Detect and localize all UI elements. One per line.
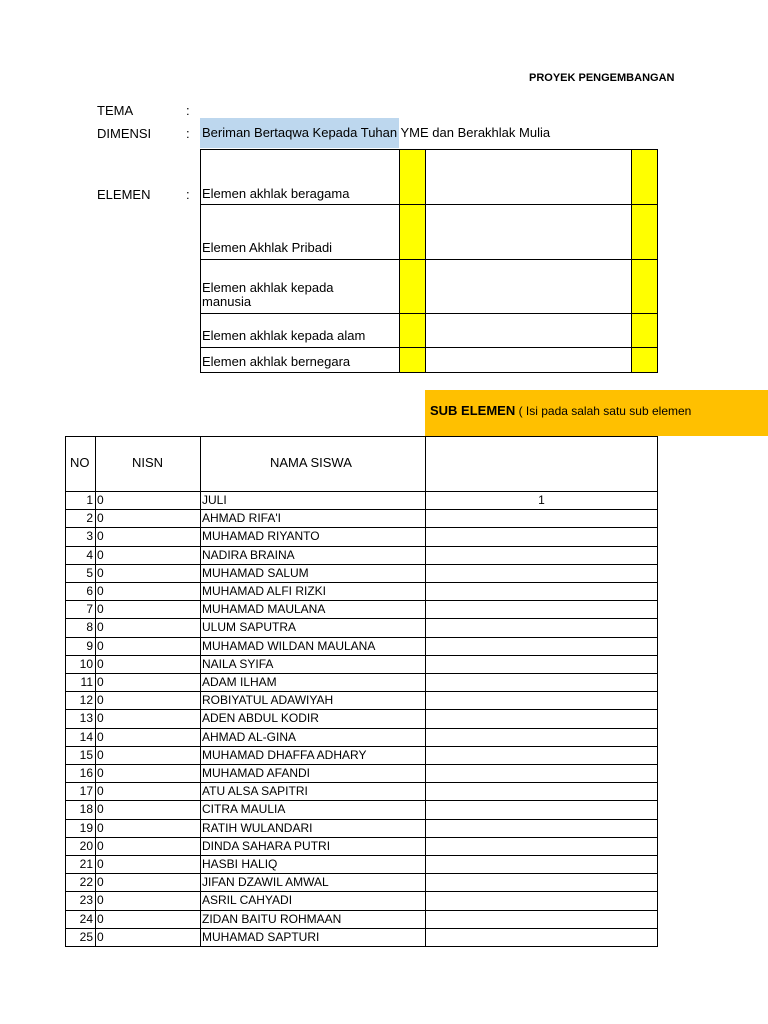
- element-check-cell[interactable]: [631, 313, 658, 348]
- element-label: Elemen akhlak bernegara: [202, 354, 351, 369]
- row-no: 13: [79, 711, 93, 725]
- row-nisn: 0: [97, 657, 104, 671]
- row-nisn: 0: [97, 748, 104, 762]
- row-nama: MUHAMAD MAULANA: [202, 602, 326, 616]
- row-nisn: 0: [97, 893, 104, 907]
- row-value-cell[interactable]: [425, 891, 658, 911]
- row-value-cell[interactable]: [425, 764, 658, 783]
- row-nama: AHMAD AL-GINA: [202, 730, 297, 744]
- element-label: Elemen akhlak kepada manusia: [202, 280, 334, 309]
- row-nama: NAILA SYIFA: [202, 657, 274, 671]
- row-value-cell[interactable]: [425, 800, 658, 820]
- row-nama: ADAM ILHAM: [202, 675, 277, 689]
- element-label: Elemen akhlak beragama: [202, 186, 350, 201]
- row-nisn-cell[interactable]: [95, 873, 201, 892]
- tema-colon: :: [186, 103, 190, 118]
- row-value-cell[interactable]: [425, 509, 658, 528]
- row-nama: MUHAMAD SALUM: [202, 566, 309, 580]
- header-no: NO: [70, 455, 90, 470]
- row-value-cell[interactable]: [425, 655, 658, 674]
- row-nisn-cell[interactable]: [95, 891, 201, 911]
- row-value-cell[interactable]: [425, 928, 658, 947]
- row-nisn: 0: [97, 857, 104, 871]
- row-value-cell[interactable]: [425, 673, 658, 692]
- row-nisn: 0: [97, 912, 104, 926]
- row-nama-cell[interactable]: [200, 491, 426, 510]
- row-nisn: 0: [97, 620, 104, 634]
- row-nisn-cell[interactable]: [95, 855, 201, 874]
- row-nisn-cell[interactable]: [95, 582, 201, 601]
- element-check-cell[interactable]: [399, 347, 426, 373]
- row-no: 1: [86, 493, 93, 507]
- row-value-cell[interactable]: [425, 582, 658, 601]
- row-nisn: 0: [97, 875, 104, 889]
- row-nisn: 0: [97, 675, 104, 689]
- element-check-cell[interactable]: [631, 149, 658, 205]
- row-nama: CITRA MAULIA: [202, 802, 286, 816]
- row-value-cell[interactable]: [425, 546, 658, 565]
- row-value-cell[interactable]: [425, 910, 658, 929]
- row-nama: ULUM SAPUTRA: [202, 620, 297, 634]
- row-nama: MUHAMAD AFANDI: [202, 766, 311, 780]
- row-nisn-cell[interactable]: [95, 637, 201, 656]
- row-no: 4: [86, 548, 93, 562]
- row-nisn: 0: [97, 602, 104, 616]
- row-nisn: 0: [97, 639, 104, 653]
- row-no: 23: [79, 893, 93, 907]
- row-no: 2: [86, 511, 93, 525]
- row-nisn: 0: [97, 548, 104, 562]
- row-value-cell[interactable]: [425, 600, 658, 619]
- row-nisn-cell[interactable]: [95, 910, 201, 929]
- row-nama: MUHAMAD SAPTURI: [202, 930, 320, 944]
- element-check-cell[interactable]: [399, 313, 426, 348]
- row-no: 17: [79, 784, 93, 798]
- element-label: Elemen Akhlak Pribadi: [202, 240, 333, 255]
- element-check-cell[interactable]: [631, 347, 658, 373]
- row-nama: JULI: [202, 493, 227, 507]
- row-value-cell[interactable]: [425, 564, 658, 583]
- row-nisn-cell[interactable]: [95, 728, 201, 747]
- row-value-cell[interactable]: [425, 819, 658, 838]
- row-nisn-cell[interactable]: [95, 837, 201, 856]
- row-nisn: 0: [97, 821, 104, 835]
- sub-elemen-bold: SUB ELEMEN: [430, 403, 516, 418]
- row-no: 12: [79, 693, 93, 707]
- row-nisn-cell[interactable]: [95, 691, 201, 710]
- row-value-cell[interactable]: [425, 837, 658, 856]
- row-nisn: 0: [97, 584, 104, 598]
- row-value-cell[interactable]: [425, 618, 658, 638]
- row-nisn: 0: [97, 529, 104, 543]
- element-check-cell[interactable]: [631, 259, 658, 314]
- row-nisn: 0: [97, 784, 104, 798]
- row-no: 6: [86, 584, 93, 598]
- row-nama: ADEN ABDUL KODIR: [202, 711, 319, 725]
- row-nisn-cell[interactable]: [95, 564, 201, 583]
- row-nisn: 0: [97, 511, 104, 525]
- row-nama: AHMAD RIFA'I: [202, 511, 281, 525]
- row-value-cell[interactable]: [425, 637, 658, 656]
- row-nisn-cell[interactable]: [95, 800, 201, 820]
- row-nisn: 0: [97, 802, 104, 816]
- row-nisn: 0: [97, 566, 104, 580]
- row-no: 15: [79, 748, 93, 762]
- row-nisn: 0: [97, 693, 104, 707]
- row-nama: ATU ALSA SAPITRI: [202, 784, 308, 798]
- row-nama: MUHAMAD ALFI RIZKI: [202, 584, 327, 598]
- row-no: 5: [86, 566, 93, 580]
- dimensi-value[interactable]: Beriman Bertaqwa Kepada Tuhan YME dan Berakhlak Mulia: [202, 125, 551, 140]
- row-nama: RATIH WULANDARI: [202, 821, 313, 835]
- row-no: 10: [79, 657, 93, 671]
- row-nisn-cell[interactable]: [95, 819, 201, 838]
- row-no: 14: [79, 730, 93, 744]
- dimensi-label: DIMENSI: [97, 126, 152, 141]
- row-no: 3: [86, 529, 93, 543]
- row-no: 16: [79, 766, 93, 780]
- row-nisn-cell[interactable]: [95, 673, 201, 692]
- row-nisn: 0: [97, 839, 104, 853]
- row-no: 24: [79, 912, 93, 926]
- row-nisn-cell[interactable]: [95, 928, 201, 947]
- row-value-cell[interactable]: [425, 527, 658, 547]
- row-no: 11: [80, 675, 93, 689]
- element-note-cell[interactable]: [425, 149, 632, 205]
- row-nisn-cell[interactable]: [95, 709, 201, 729]
- element-note-cell[interactable]: [425, 347, 632, 373]
- row-nisn-cell[interactable]: [95, 491, 201, 510]
- row-nama: DINDA SAHARA PUTRI: [202, 839, 331, 853]
- row-no: 19: [79, 821, 93, 835]
- header-nisn: NISN: [132, 455, 164, 470]
- element-note-cell[interactable]: [425, 259, 632, 314]
- row-nisn-cell[interactable]: [95, 764, 201, 783]
- row-value-cell[interactable]: [425, 691, 658, 710]
- row-nama: MUHAMAD WILDAN MAULANA: [202, 639, 376, 653]
- row-nama: ASRIL CAHYADI: [202, 893, 293, 907]
- row-nisn: 0: [97, 711, 104, 725]
- element-label: Elemen akhlak kepada alam: [202, 328, 366, 343]
- row-nama: ZIDAN BAITU ROHMAAN: [202, 912, 342, 926]
- element-note-cell[interactable]: [425, 204, 632, 260]
- row-nisn: 0: [97, 493, 104, 507]
- element-check-cell[interactable]: [399, 204, 426, 260]
- sub-elemen-note: ( Isi pada salah satu sub elemen: [515, 404, 692, 418]
- header-value-cell: [425, 436, 658, 492]
- row-no: 25: [79, 930, 93, 944]
- sub-elemen-title: [430, 403, 692, 418]
- element-note-cell[interactable]: [425, 313, 632, 348]
- row-nisn-cell[interactable]: [95, 546, 201, 565]
- row-nisn-cell[interactable]: [95, 746, 201, 765]
- row-nisn: 0: [97, 766, 104, 780]
- row-no: 9: [86, 639, 93, 653]
- header-nama: NAMA SISWA: [270, 455, 352, 470]
- row-nama: JIFAN DZAWIL AMWAL: [202, 875, 329, 889]
- element-check-cell[interactable]: [631, 204, 658, 260]
- row-nisn-cell[interactable]: [95, 618, 201, 638]
- row-value-cell[interactable]: [425, 873, 658, 892]
- page-title: PROYEK PENGEMBANGAN: [529, 72, 675, 84]
- row-no: 8: [86, 620, 93, 634]
- row-nama: ROBIYATUL ADAWIYAH: [202, 693, 334, 707]
- row-nama: HASBI HALIQ: [202, 857, 278, 871]
- row-no: 22: [79, 875, 93, 889]
- row-value-cell[interactable]: [425, 855, 658, 874]
- row-nisn-cell[interactable]: [95, 600, 201, 619]
- row-no: 18: [79, 802, 93, 816]
- row-nisn-cell[interactable]: [95, 509, 201, 528]
- row-nama: MUHAMAD RIYANTO: [202, 529, 320, 543]
- row-nama: MUHAMAD DHAFFA ADHARY: [202, 748, 367, 762]
- row-value: 1: [538, 493, 545, 507]
- row-value-cell[interactable]: [425, 709, 658, 729]
- row-nisn-cell[interactable]: [95, 527, 201, 547]
- element-check-cell[interactable]: [399, 259, 426, 314]
- row-no: 7: [86, 602, 93, 616]
- row-value-cell[interactable]: [425, 728, 658, 747]
- row-no: 20: [79, 839, 93, 853]
- elemen-label: ELEMEN: [97, 187, 151, 202]
- row-nisn: 0: [97, 730, 104, 744]
- row-no: 21: [79, 857, 93, 871]
- elemen-colon: :: [186, 187, 190, 202]
- row-nisn-cell[interactable]: [95, 782, 201, 801]
- tema-label: TEMA: [97, 103, 134, 118]
- row-value-cell[interactable]: [425, 782, 658, 801]
- row-nisn: 0: [97, 930, 104, 944]
- dimensi-colon: :: [186, 126, 190, 141]
- row-nisn-cell[interactable]: [95, 655, 201, 674]
- element-check-cell[interactable]: [399, 149, 426, 205]
- row-nama: NADIRA BRAINA: [202, 548, 295, 562]
- row-value-cell[interactable]: [425, 746, 658, 765]
